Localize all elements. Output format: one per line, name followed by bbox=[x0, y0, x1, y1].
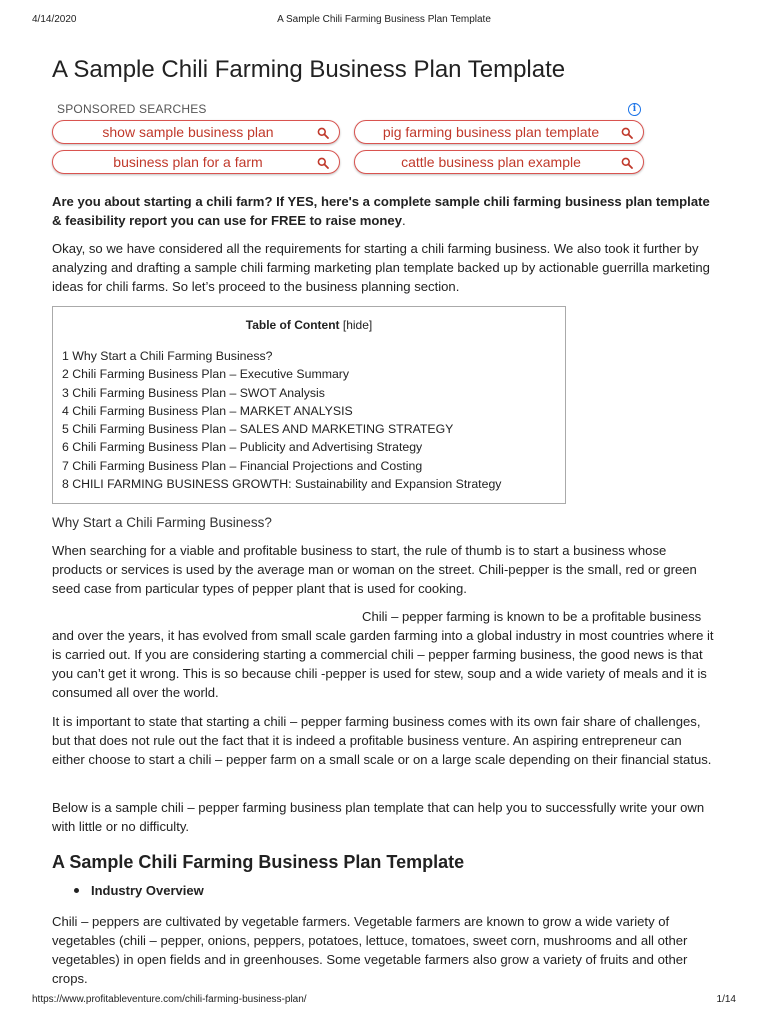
why-heading: Why Start a Chili Farming Business? bbox=[52, 515, 272, 530]
sponsored-chip-4[interactable] bbox=[354, 150, 644, 174]
bullet-dot bbox=[74, 888, 79, 893]
toc-hide-link[interactable]: [hide] bbox=[342, 318, 373, 332]
toc-title bbox=[53, 318, 565, 332]
toc-item[interactable]: 2 Chili Farming Business Plan – Executive Summary bbox=[62, 367, 350, 382]
toc-item[interactable]: 4 Chili Farming Business Plan – MARKET ANALYSIS bbox=[62, 403, 353, 418]
toc-item[interactable]: 3 Chili Farming Business Plan – SWOT Analysis bbox=[62, 385, 325, 400]
why-paragraph-4: Below is a sample chili – pepper farming business plan template that can help you to successfully write your own with little or no difficulty. bbox=[52, 800, 705, 834]
page-title: A Sample Chili Farming Business Plan Template bbox=[52, 56, 566, 83]
search-icon bbox=[621, 157, 633, 169]
sponsored-chip-1[interactable] bbox=[52, 120, 340, 144]
plan-heading: A Sample Chili Farming Business Plan Template bbox=[52, 852, 465, 872]
toc-item[interactable]: 6 Chili Farming Business Plan – Publicity and Advertising Strategy bbox=[62, 440, 423, 455]
page-number: 1/14 bbox=[716, 994, 736, 1005]
why-paragraph-1: When searching for a viable and profitable business to start, the rule of thumb is to start a business whose products or services is used by the average man or woman on the street. Chili-pepper is the small, red or green seed case from particular types of pepper plant that is used for cooking. bbox=[52, 543, 697, 596]
why-paragraph-2: Chili – pepper farming is known to be a profitable business and over the years, it has evolved from small scale garden farming into a global industry in most countries where it is carried out. If you are considering starting a commercial chili – pepper farming business, the good news is that you can’t get it wrong. This is so because chili -pepper is used for stew, soup and a wide variety of meals and it is consumed all over the world. bbox=[52, 609, 714, 700]
sponsored-searches bbox=[52, 100, 644, 180]
bullet-label: Industry Overview bbox=[91, 883, 204, 898]
sponsored-label: SPONSORED SEARCHES bbox=[57, 102, 207, 116]
intro-lead bbox=[52, 192, 716, 230]
print-url: https://www.profitableventure.com/chili-farming-business-plan/ bbox=[32, 994, 307, 1005]
toc-heading: Table of Content bbox=[245, 318, 340, 332]
toc-item[interactable]: 1 Why Start a Chili Farming Business? bbox=[62, 349, 273, 363]
sponsored-chip-label: pig farming business plan template bbox=[382, 124, 600, 140]
print-date: 4/14/2020 bbox=[32, 14, 77, 25]
info-icon[interactable]: i bbox=[628, 103, 641, 116]
sponsored-chip-label: show sample business plan bbox=[102, 124, 274, 140]
why-paragraph-3: It is important to state that starting a chili – pepper farming business comes with its own fair share of challenges, but that does not rule out the fact that it is indeed a profitable business venture. An aspiring entrepreneur can either choose to start a chili – pepper farm on a small scale or on a large scale depending on their financial status. bbox=[52, 714, 712, 767]
toc-item[interactable]: 7 Chili Farming Business Plan – Financial Projections and Costing bbox=[62, 458, 423, 473]
toc-list bbox=[62, 347, 501, 493]
intro-lead-text: Are you about starting a chili farm? If YES, here's a complete sample chili farming business plan template & feasibility report you can use for FREE to raise money bbox=[52, 194, 710, 228]
print-header bbox=[32, 14, 736, 30]
intro-lead-end: . bbox=[401, 213, 406, 228]
print-doc-title: A Sample Chili Farming Business Plan Template bbox=[277, 14, 491, 25]
search-icon bbox=[621, 127, 633, 139]
sponsored-chip-label: cattle business plan example bbox=[401, 154, 581, 170]
intro-paragraph: Okay, so we have considered all the requirements for starting a chili farming business. We also took it further by analyzing and drafting a sample chili farming marketing plan template backed up by actionable guerrilla marketing ideas for chili farms. So let’s proceed to the business planning section. bbox=[52, 241, 710, 294]
search-icon bbox=[317, 157, 329, 169]
toc-item[interactable]: 5 Chili Farming Business Plan – SALES AND MARKETING STRATEGY bbox=[62, 422, 454, 437]
sponsored-chip-3[interactable] bbox=[52, 150, 340, 174]
sponsored-chip-2[interactable] bbox=[354, 120, 644, 144]
plan-paragraph-1: Chili – peppers are cultivated by vegetable farmers. Vegetable farmers are known to grow a wide variety of vegetables (chili – pepper, onions, peppers, potatoes, lettuce, tomatoes, sweet corn, mushrooms and all other vegetables) in open fields and in greenhouses. Some vegetable farmers also grow a variety of fruits and other crops. bbox=[52, 914, 688, 986]
search-icon bbox=[317, 127, 329, 139]
table-of-contents bbox=[52, 306, 566, 504]
sponsored-chip-label: business plan for a farm bbox=[113, 154, 263, 170]
print-footer bbox=[32, 994, 736, 1008]
toc-item[interactable]: 8 CHILI FARMING BUSINESS GROWTH: Sustainability and Expansion Strategy bbox=[62, 477, 502, 492]
